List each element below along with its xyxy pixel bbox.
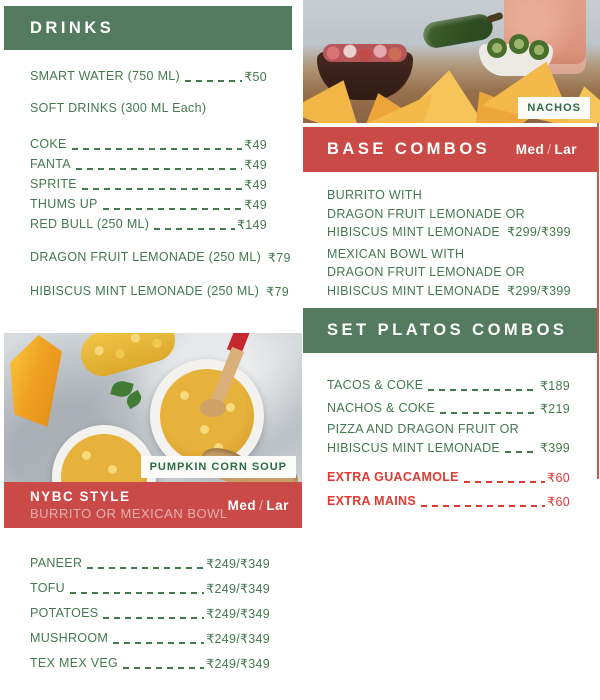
pumpkin-wedge xyxy=(10,335,62,427)
size-slash: / xyxy=(547,142,552,157)
nybc-style-banner xyxy=(4,482,302,528)
set-platos-list xyxy=(327,375,570,511)
page-edge-line xyxy=(597,123,599,479)
item-label: COKE xyxy=(30,137,67,151)
item-price: ₹249/₹349 xyxy=(206,556,270,571)
item-price: ₹60 xyxy=(547,470,570,485)
item-price: ₹49 xyxy=(244,157,267,172)
item-price: ₹149 xyxy=(236,217,267,232)
item-label: TEX MEX VEG xyxy=(30,656,119,670)
jalapeno-slice xyxy=(487,38,507,58)
item-label: SPRITE xyxy=(30,177,77,191)
size-slash: / xyxy=(259,497,264,513)
item-label: RED BULL (250 ML) xyxy=(30,217,150,231)
menu-item-extra-mains xyxy=(327,491,570,511)
caption-text: NACHOS xyxy=(527,102,581,114)
item-price: ₹49 xyxy=(244,177,267,192)
item-label: THUMS UP xyxy=(30,197,98,211)
dashed-leader xyxy=(103,208,243,210)
item-label: TOFU xyxy=(30,581,65,595)
item-price: ₹249/₹349 xyxy=(206,656,270,671)
drinks-list xyxy=(30,66,291,301)
set-platos-banner xyxy=(303,308,597,353)
base-combos-list xyxy=(327,186,570,300)
menu-item-pizza-combo xyxy=(327,420,570,457)
soup-photo-caption xyxy=(141,456,296,478)
item-label: SOFT DRINKS (300 ML Each) xyxy=(30,101,207,115)
menu-item-paneer xyxy=(30,553,270,573)
dashed-leader xyxy=(421,505,545,507)
nachos-photo xyxy=(303,0,600,123)
combo-line: MEXICAN BOWL WITH xyxy=(327,246,465,261)
item-label: PANEER xyxy=(30,556,83,570)
menu-item-smart-water xyxy=(30,66,267,86)
menu-item-dragon-fruit-lemonade xyxy=(30,247,291,267)
menu-item-red-bull xyxy=(30,214,267,234)
jalapeno-stem xyxy=(486,12,503,24)
combo-item-mexican-bowl xyxy=(327,245,570,301)
caption-text: PUMPKIN CORN SOUP xyxy=(149,461,287,473)
combo-price-line xyxy=(327,223,570,242)
menu-item-tacos-coke xyxy=(327,375,570,395)
item-label: TACOS & COKE xyxy=(327,378,424,392)
size-lar: Lar xyxy=(266,497,289,513)
nybc-subtitle: BURRITO OR MEXICAN BOWL xyxy=(30,506,228,521)
menu-item-coke xyxy=(30,134,267,154)
item-label: POTATOES xyxy=(30,606,99,620)
item-price: ₹50 xyxy=(244,69,267,84)
item-price: ₹79 xyxy=(268,250,291,265)
dashed-leader xyxy=(87,567,204,569)
item-price: ₹219 xyxy=(539,401,570,416)
item-price: ₹189 xyxy=(539,378,570,393)
corn-cob xyxy=(76,333,180,381)
combo-line-label: HIBISCUS MINT LEMONADE xyxy=(327,283,501,298)
menu-item-tex-mex-veg xyxy=(30,653,270,673)
item-price: ₹79 xyxy=(266,284,290,299)
menu-item-nachos-coke xyxy=(327,398,570,418)
item-label: FANTA xyxy=(30,157,71,171)
combo-line-label: HIBISCUS MINT LEMONADE xyxy=(327,440,501,455)
menu-item-fanta xyxy=(30,154,267,174)
base-combos-banner xyxy=(303,127,597,172)
dashed-leader xyxy=(70,592,204,594)
item-price: ₹49 xyxy=(244,137,267,152)
corn-kernel xyxy=(226,403,235,412)
combo-line: DRAGON FRUIT LEMONADE OR xyxy=(327,265,525,279)
item-price: ₹249/₹349 xyxy=(206,581,270,596)
dashed-leader xyxy=(440,412,538,414)
nachos-photo-caption xyxy=(518,97,590,119)
jalapeno-slice xyxy=(509,34,529,54)
corn-kernel xyxy=(180,391,189,400)
dashed-leader xyxy=(123,667,204,669)
corn-kernel xyxy=(200,425,209,434)
dashed-leader xyxy=(113,642,204,644)
menu-item-potatoes xyxy=(30,603,270,623)
menu-item-mushroom xyxy=(30,628,270,648)
nybc-title: NYBC STYLE xyxy=(30,489,131,504)
dashed-leader xyxy=(76,168,242,170)
jalapeno-slice xyxy=(529,40,549,60)
size-med: Med xyxy=(227,497,257,513)
item-label: MUSHROOM xyxy=(30,631,109,645)
pumpkin-soup-photo xyxy=(4,333,302,482)
dashed-leader xyxy=(154,228,235,230)
base-combos-sizes xyxy=(516,142,577,157)
base-combos-title: BASE COMBOS xyxy=(327,140,491,158)
dashed-leader xyxy=(103,617,204,619)
combo-line: BURRITO WITH xyxy=(327,188,423,202)
drinks-section-banner xyxy=(4,6,292,50)
menu-item-extra-guacamole xyxy=(327,467,570,487)
corn-kernel xyxy=(82,451,91,460)
dashed-leader xyxy=(428,389,538,391)
dashed-leader xyxy=(82,188,242,190)
combo-line: DRAGON FRUIT LEMONADE OR xyxy=(327,206,525,221)
item-price: ₹249/₹349 xyxy=(206,631,270,646)
dashed-leader xyxy=(505,451,538,453)
item-label: DRAGON FRUIT LEMONADE (250 ML) xyxy=(30,250,262,264)
item-label: EXTRA MAINS xyxy=(327,494,416,508)
item-label: HIBISCUS MINT LEMONADE (250 ML) xyxy=(30,284,260,298)
set-platos-title: SET PLATOS COMBOS xyxy=(327,321,568,339)
item-price: ₹60 xyxy=(547,494,570,509)
size-lar: Lar xyxy=(554,142,577,157)
item-price: ₹49 xyxy=(244,197,267,212)
nybc-titles xyxy=(30,489,228,521)
menu-item-sprite xyxy=(30,174,267,194)
item-price: ₹399 xyxy=(539,440,570,455)
spoon-head xyxy=(200,399,226,417)
combo-price-line xyxy=(327,282,570,301)
combo-line: PIZZA AND DRAGON FRUIT OR xyxy=(327,422,520,436)
combo-price-line xyxy=(327,439,570,458)
dashed-leader xyxy=(185,80,242,82)
item-price: ₹299/₹399 xyxy=(507,225,571,239)
item-label: NACHOS & COKE xyxy=(327,401,436,415)
pico-de-gallo xyxy=(323,44,407,62)
combo-line-label: HIBISCUS MINT LEMONADE xyxy=(327,225,501,239)
menu-item-tofu xyxy=(30,578,270,598)
size-med: Med xyxy=(515,142,545,157)
item-label: SMART WATER (750 ML) xyxy=(30,69,181,83)
dashed-leader xyxy=(464,481,545,483)
menu-item-thums-up xyxy=(30,194,267,214)
nybc-sizes xyxy=(228,498,289,513)
item-price: ₹249/₹349 xyxy=(206,606,270,621)
drinks-section-title: DRINKS xyxy=(30,18,115,37)
menu-item-soft-drinks-header xyxy=(30,98,267,118)
menu-item-hibiscus-mint-lemonade xyxy=(30,281,290,301)
corn-kernel xyxy=(108,465,117,474)
combo-item-burrito xyxy=(327,186,570,242)
mains-list xyxy=(30,553,270,673)
item-price: ₹299/₹399 xyxy=(507,283,571,298)
item-label: EXTRA GUACAMOLE xyxy=(327,470,459,484)
dashed-leader xyxy=(72,148,243,150)
